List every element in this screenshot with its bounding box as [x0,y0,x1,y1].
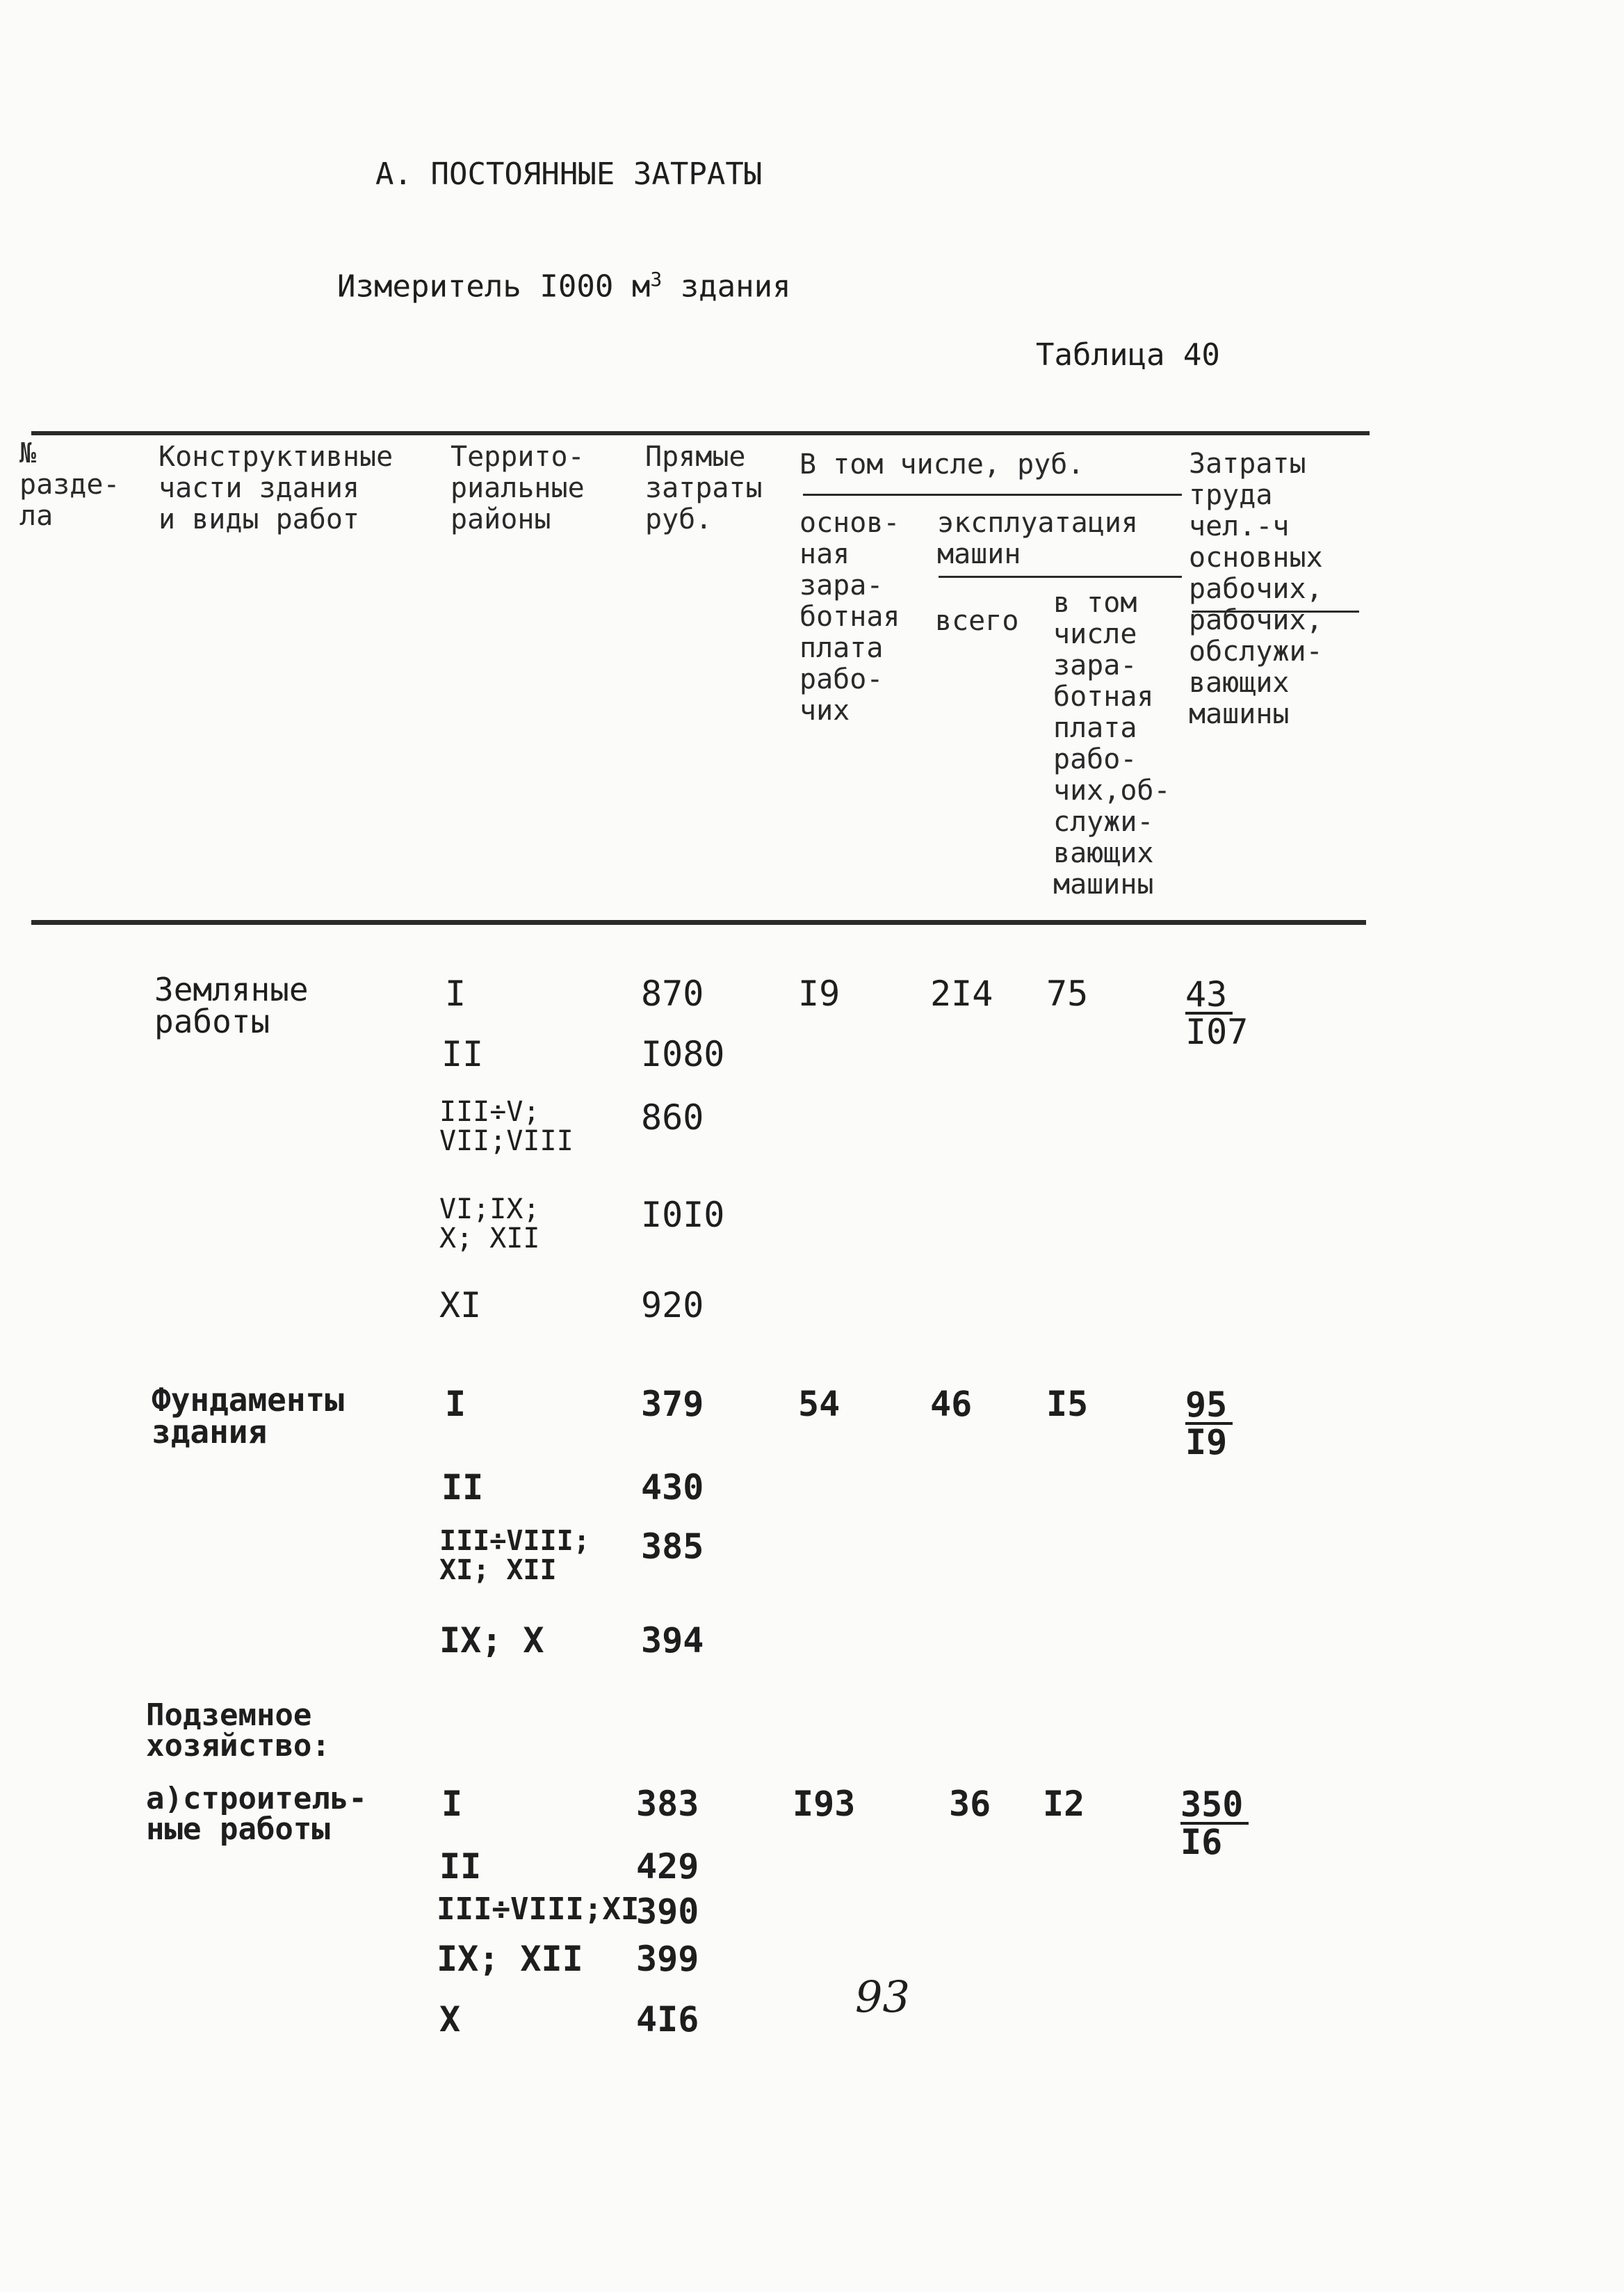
base-wage-cell: I93 [793,1784,856,1824]
labor-fraction [1185,1387,1233,1460]
header-bottom-rule [31,920,1366,925]
direct-cost-cell: 4I6 [636,1999,699,2040]
labor-fraction [1180,1784,1249,1862]
machine-total-cell: 46 [930,1384,973,1424]
direct-cost-cell: 399 [636,1939,699,1979]
page-number: 93 [855,1971,910,2022]
region-cell: I [445,974,466,1014]
labor-fraction-top: 95 [1185,1387,1233,1425]
labor-fraction-bottom: I6 [1180,1822,1223,1862]
region-cell: VI;IX; X; XII [439,1193,540,1254]
region-cell: II [439,1846,482,1887]
machine-wage-cell: I2 [1043,1784,1085,1824]
region-cell: I [445,1384,466,1424]
measure-unit-text: Измеритель I000 м [337,268,651,305]
header-regions: Террито- риальные районы [450,441,585,535]
region-cell: XI [439,1285,482,1325]
header-machine-total: всего [935,605,1019,637]
base-wage-cell: 54 [798,1384,841,1424]
header-parts: Конструктивные части здания и виды работ [159,441,393,535]
direct-cost-cell: 379 [641,1384,704,1424]
machine-wage-cell: I5 [1046,1384,1089,1424]
row-underground-name: а)строитель- ные работы [146,1781,367,1847]
measure-unit [337,268,791,305]
direct-cost-cell: 870 [641,974,704,1014]
incl-underline [803,494,1182,496]
direct-cost-cell: I0I0 [641,1195,725,1235]
table-label: Таблица 40 [1036,337,1220,373]
direct-cost-cell: 383 [636,1784,699,1824]
labor-fraction-top: 350 [1180,1787,1249,1825]
direct-cost-cell: 394 [641,1620,704,1661]
machine-total-cell: 36 [949,1784,991,1824]
region-cell: IX; X [439,1620,544,1661]
region-cell: IX; XII [437,1939,583,1979]
page-title: А. ПОСТОЯННЫЕ ЗАТРАТЫ [375,156,763,192]
row-underground-group: Подземное хозяйство: [146,1697,330,1764]
base-wage-cell: I9 [798,974,841,1014]
header-section: № разде- ла [19,437,120,532]
region-cell: III÷VIII; XI; XII [439,1525,590,1586]
measure-unit-sup: 3 [650,268,663,291]
labor-fraction-bottom: I9 [1185,1422,1228,1462]
labor-fraction-top: 43 [1185,977,1233,1015]
region-cell: III÷V; VII;VIII [439,1096,574,1157]
header-labor: Затраты труда чел.-ч основных рабочих, рабочих, обслужи- вающих машины [1189,448,1323,730]
machine-wage-cell: 75 [1046,974,1089,1014]
region-cell: X [439,1999,461,2040]
direct-cost-cell: 385 [641,1526,704,1567]
direct-cost-cell: 390 [636,1891,699,1932]
labor-fraction [1185,974,1249,1052]
header-including: В том числе, руб. [799,449,1085,481]
direct-cost-cell: 430 [641,1467,704,1508]
region-cell: II [441,1467,484,1508]
header-base-wage: основ- ная зара- ботная плата рабо- чих [799,507,900,727]
region-cell: II [441,1034,484,1074]
row-foundations-name: Фундаменты здания [152,1381,344,1451]
direct-cost-cell: 429 [636,1846,699,1887]
machine-total-cell: 2I4 [930,974,993,1014]
mach-underline [939,576,1182,578]
direct-cost-cell: I080 [641,1034,725,1074]
labor-fraction-bottom: I07 [1185,1012,1249,1052]
header-machine-incl-wage: в том числе зара- ботная плата рабо- чих,об- служи- вающих машины [1053,587,1171,901]
row-earthworks-name: Земляные работы [154,971,309,1040]
direct-cost-cell: 860 [641,1097,704,1138]
header-top-rule [31,431,1370,435]
header-direct-costs: Прямые затраты руб. [645,441,763,535]
region-cell: I [441,1784,463,1824]
measure-unit-tail: здания [662,268,791,305]
direct-cost-cell: 920 [641,1285,704,1325]
region-cell: III÷VIII;XI [437,1891,640,1927]
header-machine-ops: эксплуатация машин [937,507,1138,570]
